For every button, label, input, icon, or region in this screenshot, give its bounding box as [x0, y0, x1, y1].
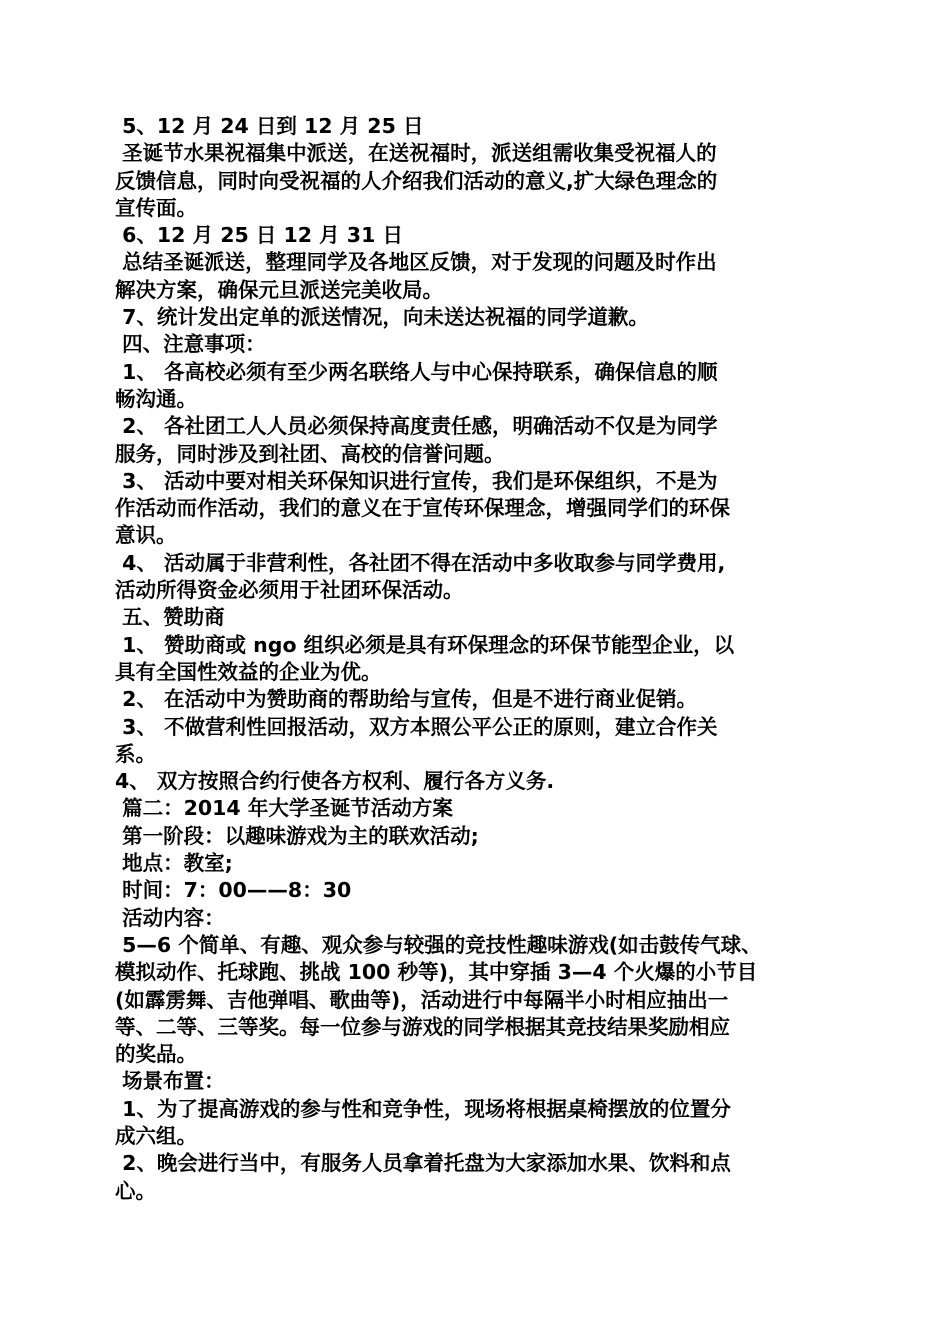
text-line: 服务，同时涉及到社团、高校的信誉问题。 [115, 441, 505, 466]
text-line: 圣诞节水果祝福集中派送，在送祝福时，派送组需收集受祝福人的 [115, 141, 717, 166]
text-line: 7、统计发出定单的派送情况，向未送达祝福的同学道歉。 [115, 305, 649, 330]
text-line: 第一阶段：以趣味游戏为主的联欢活动; [115, 823, 479, 848]
text-line: 2、 各社团工人人员必须保持高度责任感，明确活动不仅是为同学 [115, 414, 718, 439]
text-line: 等、二等、三等奖。每一位参与游戏的同学根据其竞技结果奖励相应 [115, 1014, 730, 1039]
text-line: 活动内容： [115, 905, 225, 930]
text-line: 地点：教室; [115, 851, 233, 876]
text-line: 成六组。 [115, 1123, 197, 1148]
text-line: 宣传面。 [115, 195, 197, 220]
text-line: 3、 不做营利性回报活动，双方本照公平公正的原则，建立合作关 [115, 714, 718, 739]
text-line: 具有全国性效益的企业为优。 [115, 659, 382, 684]
text-line: 畅沟通。 [115, 386, 197, 411]
text-line: 5—6 个简单、有趣、观众参与较强的竞技性趣味游戏(如击鼓传气球、 [115, 932, 762, 957]
text-line: 作活动而作活动，我们的意义在于宣传环保理念，增强同学们的环保 [115, 496, 730, 521]
text-line: 模拟动作、托球跑、挑战 100 秒等)，其中穿插 3—4 个火爆的小节目 [115, 960, 758, 985]
text-line: 活动所得资金必须用于社团环保活动。 [115, 578, 464, 603]
text-line: 解决方案，确保元旦派送完美收局。 [115, 277, 443, 302]
text-line: 反馈信息，同时向受祝福的人介绍我们活动的意义,扩大绿色理念的 [115, 168, 718, 193]
text-line: 1、 各高校必须有至少两名联络人与中心保持联系，确保信息的顺 [115, 359, 718, 384]
text-line: 心。 [115, 1178, 156, 1203]
text-line: 1、 赞助商或 ngo 组织必须是具有环保理念的环保节能型企业，以 [115, 632, 735, 657]
text-line: 4、 活动属于非营利性，各社团不得在活动中多收取参与同学费用, [115, 550, 726, 575]
text-line: 5、12 月 24 日到 12 月 25 日 [115, 114, 424, 138]
text-line: 场景布置： [115, 1069, 225, 1094]
text-line: 的奖品。 [115, 1042, 197, 1067]
text-line: 2、 在活动中为赞助商的帮助给与宣传，但是不进行商业促销。 [115, 687, 698, 712]
text-line: 系。 [115, 741, 156, 766]
text-line: 时间：7：00——8：30 [115, 878, 352, 903]
text-line: 1、为了提高游戏的参与性和竞争性，现场将根据桌椅摆放的位置分 [115, 1096, 731, 1121]
text-line: 6、12 月 25 日 12 月 31 日 [115, 223, 403, 248]
text-line: 总结圣诞派送，整理同学及各地区反馈，对于发现的问题及时作出 [115, 250, 717, 275]
section-heading: 篇二：2014 年大学圣诞节活动方案 [115, 796, 453, 821]
text-line: (如霹雳舞、吉他弹唱、歌曲等)，活动进行中每隔半小时相应抽出一 [115, 987, 729, 1012]
text-line: 意识。 [115, 523, 177, 548]
document-page [115, 113, 845, 1205]
text-line: 4、 双方按照合约行使各方权利、履行各方义务. [115, 769, 555, 794]
text-line: 3、 活动中要对相关环保知识进行宣传，我们是环保组织，不是为 [115, 468, 718, 493]
section-heading: 五、赞助商 [115, 605, 225, 630]
text-line: 2、晚会进行当中，有服务人员拿着托盘为大家添加水果、饮料和点 [115, 1151, 731, 1176]
section-heading: 四、注意事项： [115, 332, 266, 357]
